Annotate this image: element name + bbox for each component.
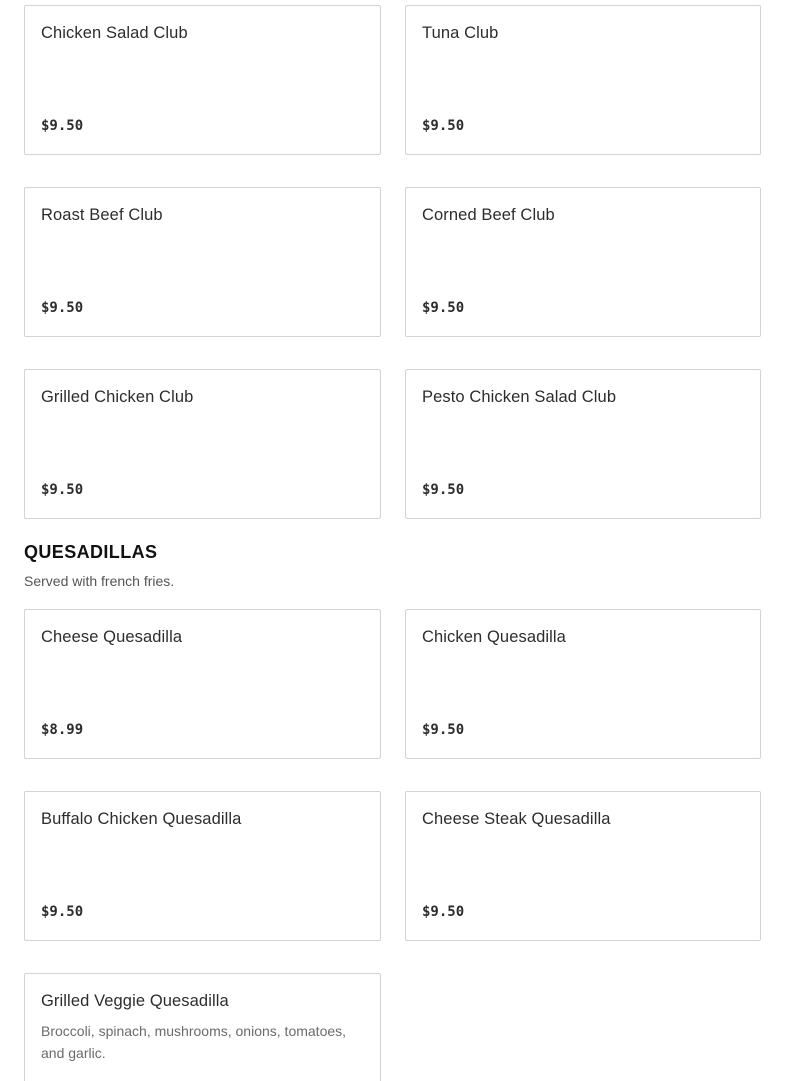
menu-item-name: Roast Beef Club xyxy=(41,206,163,224)
menu-item-name: Chicken Salad Club xyxy=(41,24,188,42)
menu-item-price: $9.50 xyxy=(422,482,465,498)
menu-item-price: $9.50 xyxy=(422,722,465,738)
menu-item-card[interactable] xyxy=(405,791,761,941)
menu-item-price: $9.50 xyxy=(422,904,465,920)
menu-item-card[interactable] xyxy=(24,973,381,1081)
menu-item-name: Chicken Quesadilla xyxy=(422,628,566,646)
menu-item-card[interactable] xyxy=(24,791,381,941)
menu-item-name: Cheese Quesadilla xyxy=(41,628,183,646)
menu-item-price: $9.50 xyxy=(41,482,84,498)
menu-item-name: Grilled Chicken Club xyxy=(41,388,194,406)
clubs-grid xyxy=(24,5,761,519)
menu-item-price: $8.99 xyxy=(41,722,84,738)
quesadillas-grid xyxy=(24,609,761,1081)
menu-item-card[interactable] xyxy=(405,609,761,759)
menu-item-card[interactable] xyxy=(24,369,381,519)
menu-item-price: $9.50 xyxy=(422,118,465,134)
section-title: QUESADILLAS xyxy=(24,542,158,562)
menu-item-description: Broccoli, spinach, mushrooms, onions, tomatoes, and garlic. xyxy=(41,1023,347,1061)
menu-item-name: Cheese Steak Quesadilla xyxy=(422,810,611,828)
menu-item-price: $9.50 xyxy=(41,300,84,316)
menu-item-price: $9.50 xyxy=(422,300,465,316)
section-subtitle: Served with french fries. xyxy=(24,573,175,589)
menu-item-price: $9.50 xyxy=(41,118,84,134)
menu-item-card[interactable] xyxy=(405,5,761,155)
menu-item-name: Corned Beef Club xyxy=(422,206,555,224)
menu-item-price: $9.50 xyxy=(41,904,84,920)
menu-item-card[interactable] xyxy=(24,5,381,155)
menu-item-name: Pesto Chicken Salad Club xyxy=(422,388,617,406)
menu-item-card[interactable] xyxy=(405,187,761,337)
menu-item-name: Grilled Veggie Quesadilla xyxy=(41,992,229,1010)
menu-item-card[interactable] xyxy=(24,609,381,759)
menu-item-name: Buffalo Chicken Quesadilla xyxy=(41,810,242,828)
menu-item-card[interactable] xyxy=(405,369,761,519)
menu-item-name: Tuna Club xyxy=(422,24,499,42)
menu-item-card[interactable] xyxy=(24,187,381,337)
